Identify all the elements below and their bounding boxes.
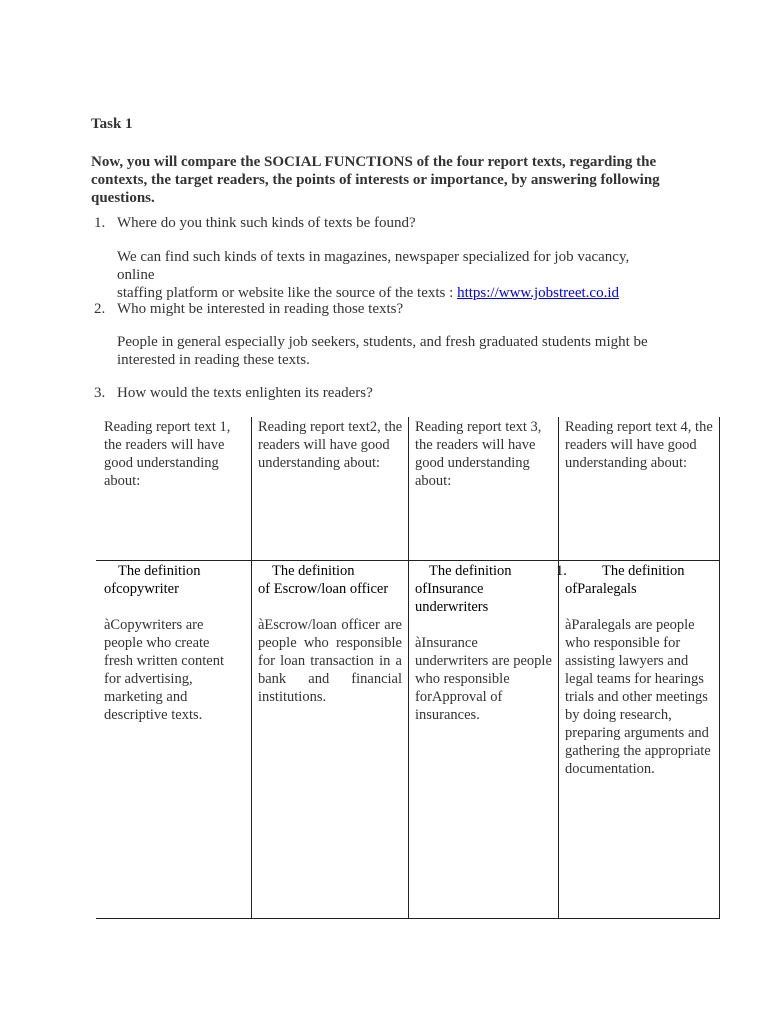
definition-description: àInsurance underwriters are people who responsible forApproval of insurances. <box>415 635 552 723</box>
definition-description: àEscrow/loan officer are people who responsible for loan transaction in a bank and financial institutions. <box>258 617 402 705</box>
answer-line: interested in reading these texts. <box>117 352 310 368</box>
table-cell <box>258 562 402 706</box>
question-text: How would the texts enlighten its readers? <box>117 385 373 401</box>
task-intro: Now, you will compare the SOCIAL FUNCTIONS of the four report texts, regarding the contexts, the target readers, the points of interests or importance, by answering following questions. <box>91 154 660 206</box>
table-divider <box>719 417 720 919</box>
definition-term: ofcopywriter <box>104 581 179 597</box>
list-marker: 1. <box>556 563 567 579</box>
table-divider <box>96 560 720 561</box>
table-cell <box>415 562 553 724</box>
definition-heading: 1. The definition <box>556 563 685 579</box>
jobstreet-link[interactable]: https://www.jobstreet.co.id <box>457 285 619 301</box>
answer-text: staffing platform or website like the source of the texts : <box>117 285 458 301</box>
task-title: Task 1 <box>91 116 133 132</box>
answer-line: We can find such kinds of texts in magazines, newspaper specialized for job vacancy, online <box>117 249 630 283</box>
question-text: Where do you think such kinds of texts be found? <box>117 215 416 231</box>
definition-heading: The definition <box>429 563 512 579</box>
table-cell <box>104 562 242 724</box>
answer-2 <box>117 333 657 369</box>
table-header-cell: Reading report text 3, the readers will have good understanding about: <box>415 419 542 489</box>
answer-1 <box>117 248 657 302</box>
table-cell <box>556 562 713 778</box>
definition-description: àParalegals are people who responsible for assisting lawyers and legal teams for hearings trials and other meetings by doing research, preparing arguments and gathering the appropriate documentation. <box>565 617 711 777</box>
table-divider <box>558 417 559 919</box>
question-number: 1. <box>94 215 106 231</box>
answer-line: People in general especially job seekers, students, and fresh graduated students might be <box>117 334 648 350</box>
definition-heading: The definition <box>118 563 201 579</box>
table-divider <box>96 918 720 919</box>
question-number: 3. <box>94 385 106 401</box>
question-number: 2. <box>94 301 106 317</box>
comparison-table <box>96 417 720 919</box>
table-header-cell: Reading report text2, the readers will have good understanding about: <box>258 419 403 471</box>
question-text: Who might be interested in reading those texts? <box>117 301 404 317</box>
table-header-cell: Reading report text 4, the readers will have good understanding about: <box>565 419 713 471</box>
definition-term: of Escrow/loan officer <box>258 581 389 597</box>
definition-heading: The definition <box>272 563 355 579</box>
table-divider <box>251 417 252 919</box>
definition-description: àCopywriters are people who create fresh written content for advertising, marketing and descriptive texts. <box>104 617 224 723</box>
table-header-cell: Reading report text 1, the readers will have good understanding about: <box>104 419 231 489</box>
definition-term: ofInsurance underwriters <box>415 581 489 615</box>
table-divider <box>408 417 409 919</box>
definition-term: ofParalegals <box>565 581 637 597</box>
